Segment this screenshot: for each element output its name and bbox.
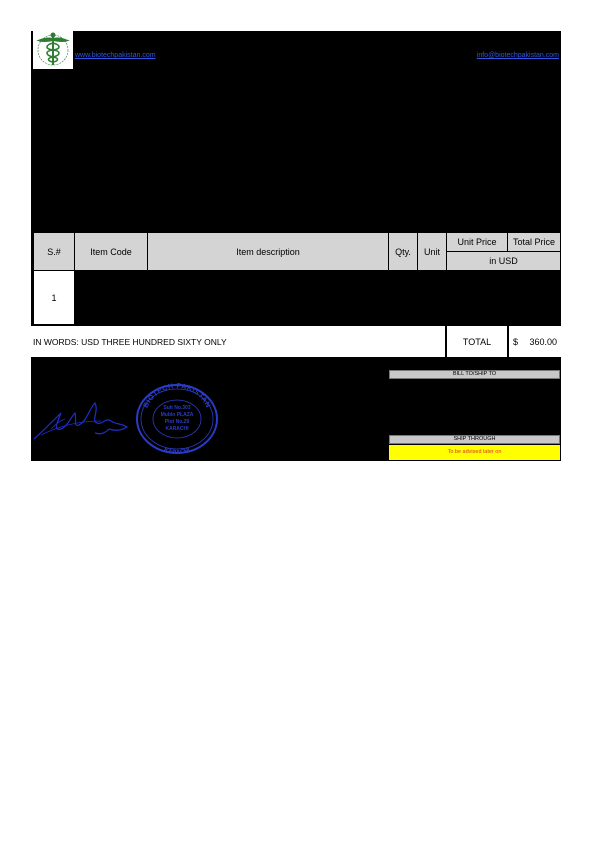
cell-qty (389, 271, 418, 325)
table-row (34, 271, 561, 325)
cell-item-code (75, 271, 148, 325)
stamp-line-1: Suit No.303 (163, 405, 191, 411)
cell-total-price (508, 271, 561, 325)
bill-to-ship-to-label: BILL TO/SHIP TO (389, 370, 560, 379)
amount-in-words: IN WORDS: USD THREE HUNDRED SIXTY ONLY (31, 326, 445, 357)
header-serial: S.# (34, 233, 75, 271)
ship-through-label: SHIP THROUGH (389, 435, 560, 444)
stamp-line-2: Mubin PLAZA (160, 412, 194, 418)
stamp-outer-text: BIOTECH PAKISTAN (142, 382, 212, 410)
currency-symbol: $ (513, 336, 519, 347)
company-stamp (135, 382, 219, 454)
header-item-code: Item Code (75, 233, 148, 271)
stamp-line-4: KARACHI (165, 426, 189, 432)
header-unit-price: Unit Price (447, 233, 508, 252)
stamp-bottom-text: KARACHI (162, 447, 192, 454)
total-amount-cell (509, 326, 561, 357)
total-label: TOTAL (447, 326, 507, 357)
cell-description (148, 271, 389, 325)
email-link[interactable]: info@biotechpakistan.com (476, 52, 559, 59)
header-unit: Unit (418, 233, 447, 271)
summary-row (31, 326, 561, 357)
caduceus-logo-icon (33, 31, 73, 69)
cell-unit (418, 271, 447, 325)
cell-unit-price (447, 271, 508, 325)
cell-serial: 1 (34, 271, 75, 325)
website-link[interactable]: www.biotechpakistan.com (75, 52, 156, 59)
header-currency-note: in USD (447, 252, 561, 271)
header-total-price: Total Price (508, 233, 561, 252)
header-qty: Qty. (389, 233, 418, 271)
signature-icon (31, 391, 131, 446)
ship-through-value: To be advised later on (389, 445, 560, 460)
invoice-sheet (31, 31, 561, 461)
total-amount: 360.00 (529, 336, 557, 347)
header-description: Item description (148, 233, 389, 271)
items-table (33, 232, 561, 325)
stamp-line-3: Plot No.29 (164, 419, 190, 425)
svg-text:KARACHI (163, 447, 192, 454)
